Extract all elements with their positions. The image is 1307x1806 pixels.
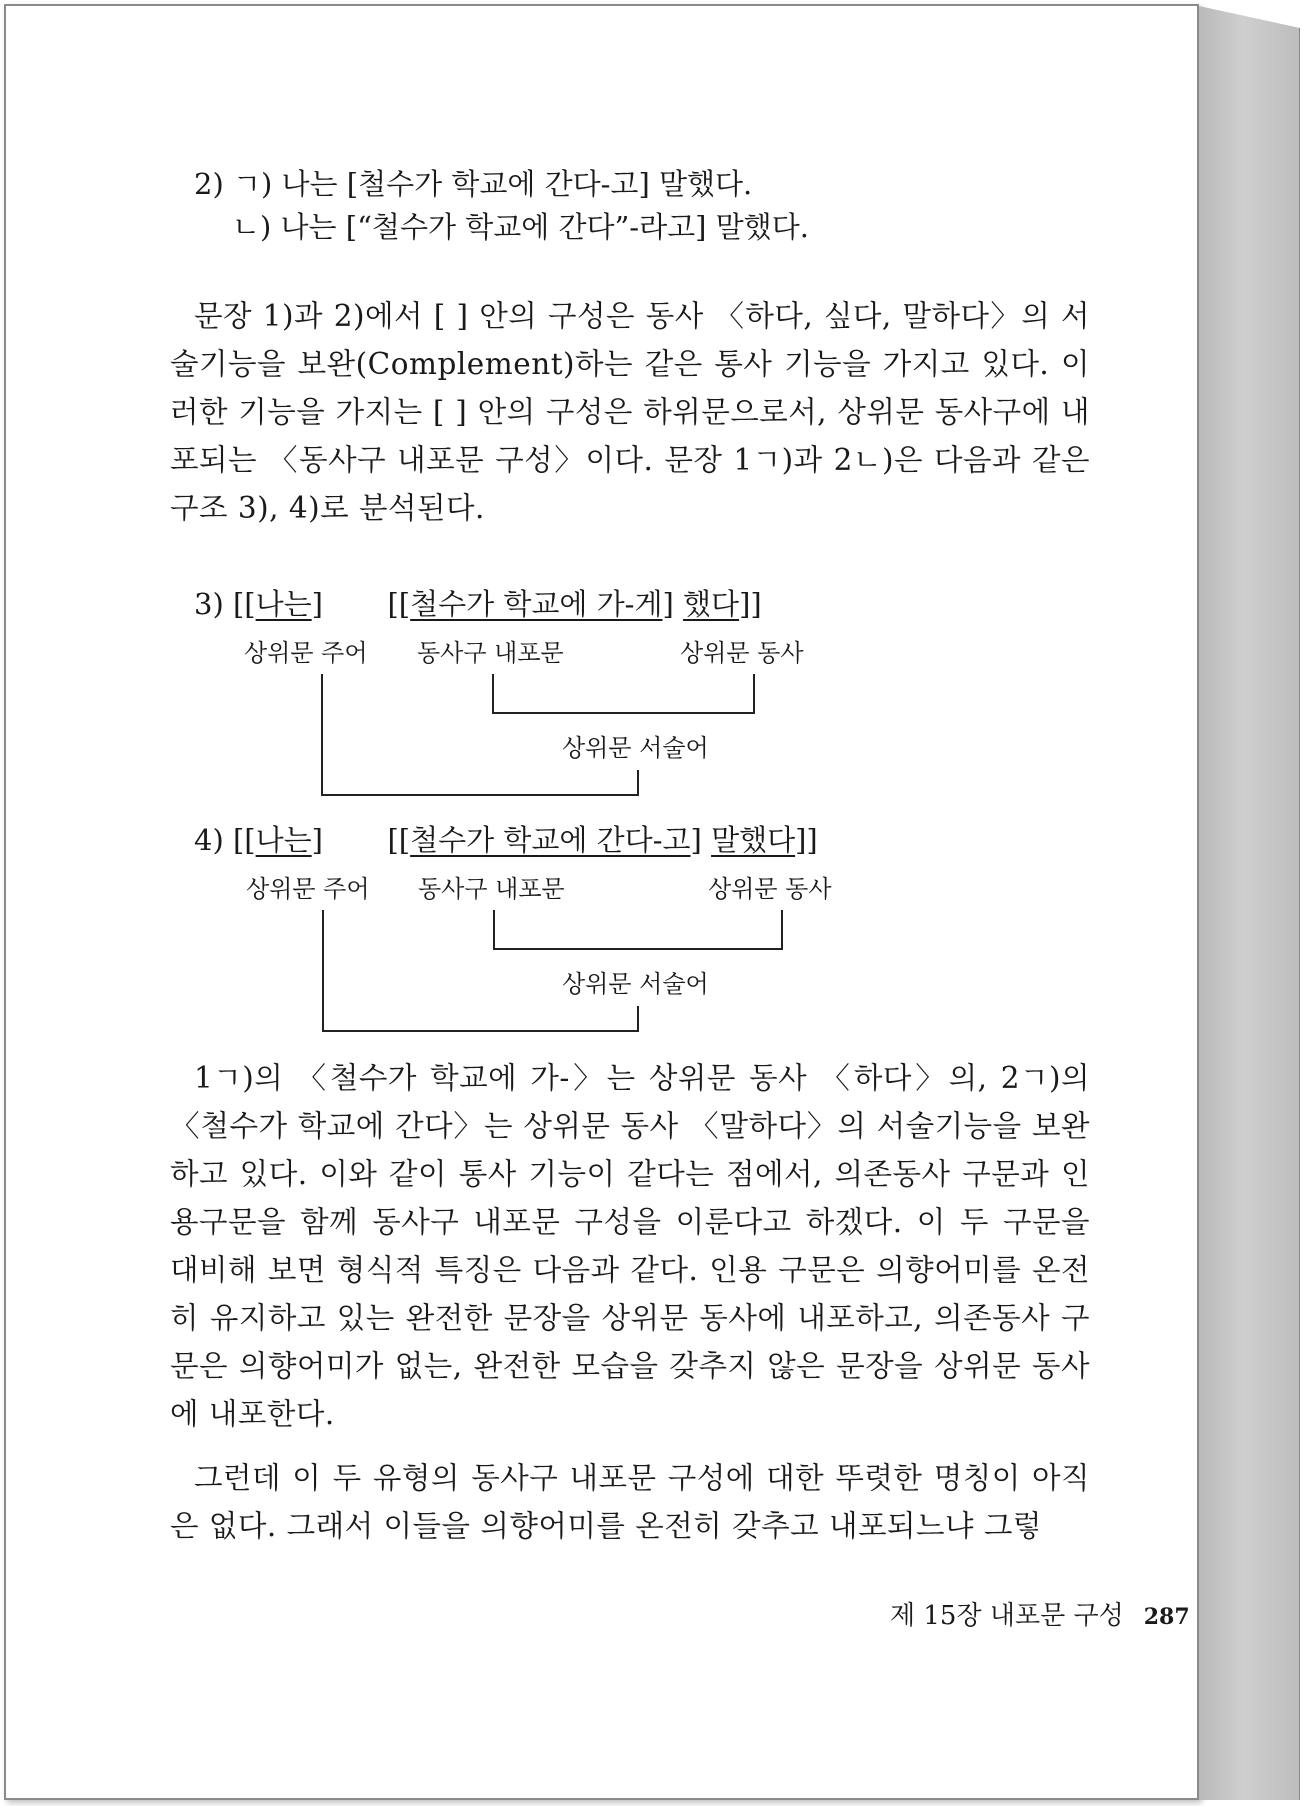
- bracket-line: [492, 674, 494, 714]
- diagram-3-number: 3) [[: [194, 587, 256, 621]
- diagram-3-bracket: ] [[: [311, 587, 411, 621]
- bracket-line: [637, 1006, 639, 1032]
- book-page: [4, 4, 1199, 1800]
- bracket-line: [321, 794, 639, 796]
- example-2a: 2) ㄱ) 나는 [철수가 학교에 간다-고] 말했다.: [194, 167, 753, 201]
- bracket-line: [493, 910, 495, 950]
- diagram-3-bracket-close: ]: [662, 587, 684, 621]
- diagram-4-bracket-end: ]]: [795, 823, 818, 857]
- diagram-3-embedded: 철수가 학교에 가-게: [410, 587, 663, 621]
- bracket-line: [493, 948, 783, 950]
- diagram-3: [170, 586, 1090, 806]
- bracket-line: [781, 910, 783, 950]
- label-verb: 상위문 동사: [680, 639, 804, 667]
- diagram-3-verb: 했다: [683, 587, 740, 621]
- diagram-4-number: 4) [[: [194, 823, 256, 857]
- example-2b: ㄴ) 나는 [“철수가 학교에 간다”-라고] 말했다.: [232, 210, 809, 244]
- diagram-4-sentence: [194, 822, 818, 858]
- label-verb: 상위문 동사: [708, 875, 832, 903]
- bracket-line: [753, 674, 755, 714]
- page-footer: [890, 1600, 1190, 1633]
- diagram-4-subject: 나는: [255, 823, 312, 857]
- label-subject: 상위문 주어: [246, 875, 370, 903]
- bracket-line: [492, 712, 755, 714]
- bracket-line: [322, 1030, 639, 1032]
- diagram-4-embedded: 철수가 학교에 간다-고: [410, 823, 691, 857]
- label-predicate: 상위문 서술어: [562, 734, 709, 762]
- diagram-4-bracket-close: ]: [690, 823, 712, 857]
- bracket-line: [321, 674, 323, 796]
- paragraph-3: 그런데 이 두 유형의 동사구 내포문 구성에 대한 뚜렷한 명칭이 아직은 없다. 그래서 이들을 의향어미를 온전히 갖추고 내포되느냐 그렇: [170, 1461, 1090, 1543]
- paragraph-1: 문장 1)과 2)에서 [ ] 안의 구성은 동사 〈하다, 싶다, 말하다〉의 서술기능을 보완(Complement)하는 같은 통사 기능을 가지고 있다. 이러한 기능을 가지는 [ ] 안의 구성은 하위문으로서, 상위문 동사구에 내포되는 〈동사구 내포문 구성〉이다. 문장 1ㄱ)과 2ㄴ)은 다음과 같은 구조 3), 4)로 분석된다.: [170, 299, 1090, 525]
- label-embedded: 동사구 내포문: [418, 875, 565, 903]
- page-number: 287: [1143, 1604, 1190, 1630]
- book-page-edge: [1199, 6, 1300, 1800]
- paragraph-2: 1ㄱ)의 〈철수가 학교에 가-〉는 상위문 동사 〈하다〉의, 2ㄱ)의 〈철수가 학교에 간다〉는 상위문 동사 〈말하다〉의 서술기능을 보완하고 있다. 이와 같이 통사 기능이 같다는 점에서, 의존동사 구문과 인용구문을 함께 동사구 내포문 구성을 이룬다고 하겠다. 이 두 구문을 대비해 보면 형식적 특징은 다음과 같다. 인용 구문은 의향어미를 온전히 유지하고 있는 완전한 문장을 상위문 동사에 내포하고, 의존동사 구문은 의향어미가 없는, 완전한 모습을 갖추지 않은 문장을 상위문 동사에 내포한다.: [170, 1061, 1090, 1431]
- diagram-4: [170, 822, 1090, 1042]
- label-predicate: 상위문 서술어: [562, 970, 709, 998]
- diagram-3-bracket-end: ]]: [739, 587, 762, 621]
- label-subject: 상위문 주어: [244, 639, 368, 667]
- diagram-3-subject: 나는: [255, 587, 312, 621]
- diagram-4-verb: 말했다: [711, 823, 796, 857]
- label-embedded: 동사구 내포문: [417, 639, 564, 667]
- bracket-line: [637, 770, 639, 796]
- chapter-title: 제 15장 내포문 구성: [890, 1601, 1124, 1631]
- bracket-line: [322, 910, 324, 1032]
- diagram-3-sentence: [194, 586, 762, 622]
- diagram-4-bracket: ] [[: [311, 823, 411, 857]
